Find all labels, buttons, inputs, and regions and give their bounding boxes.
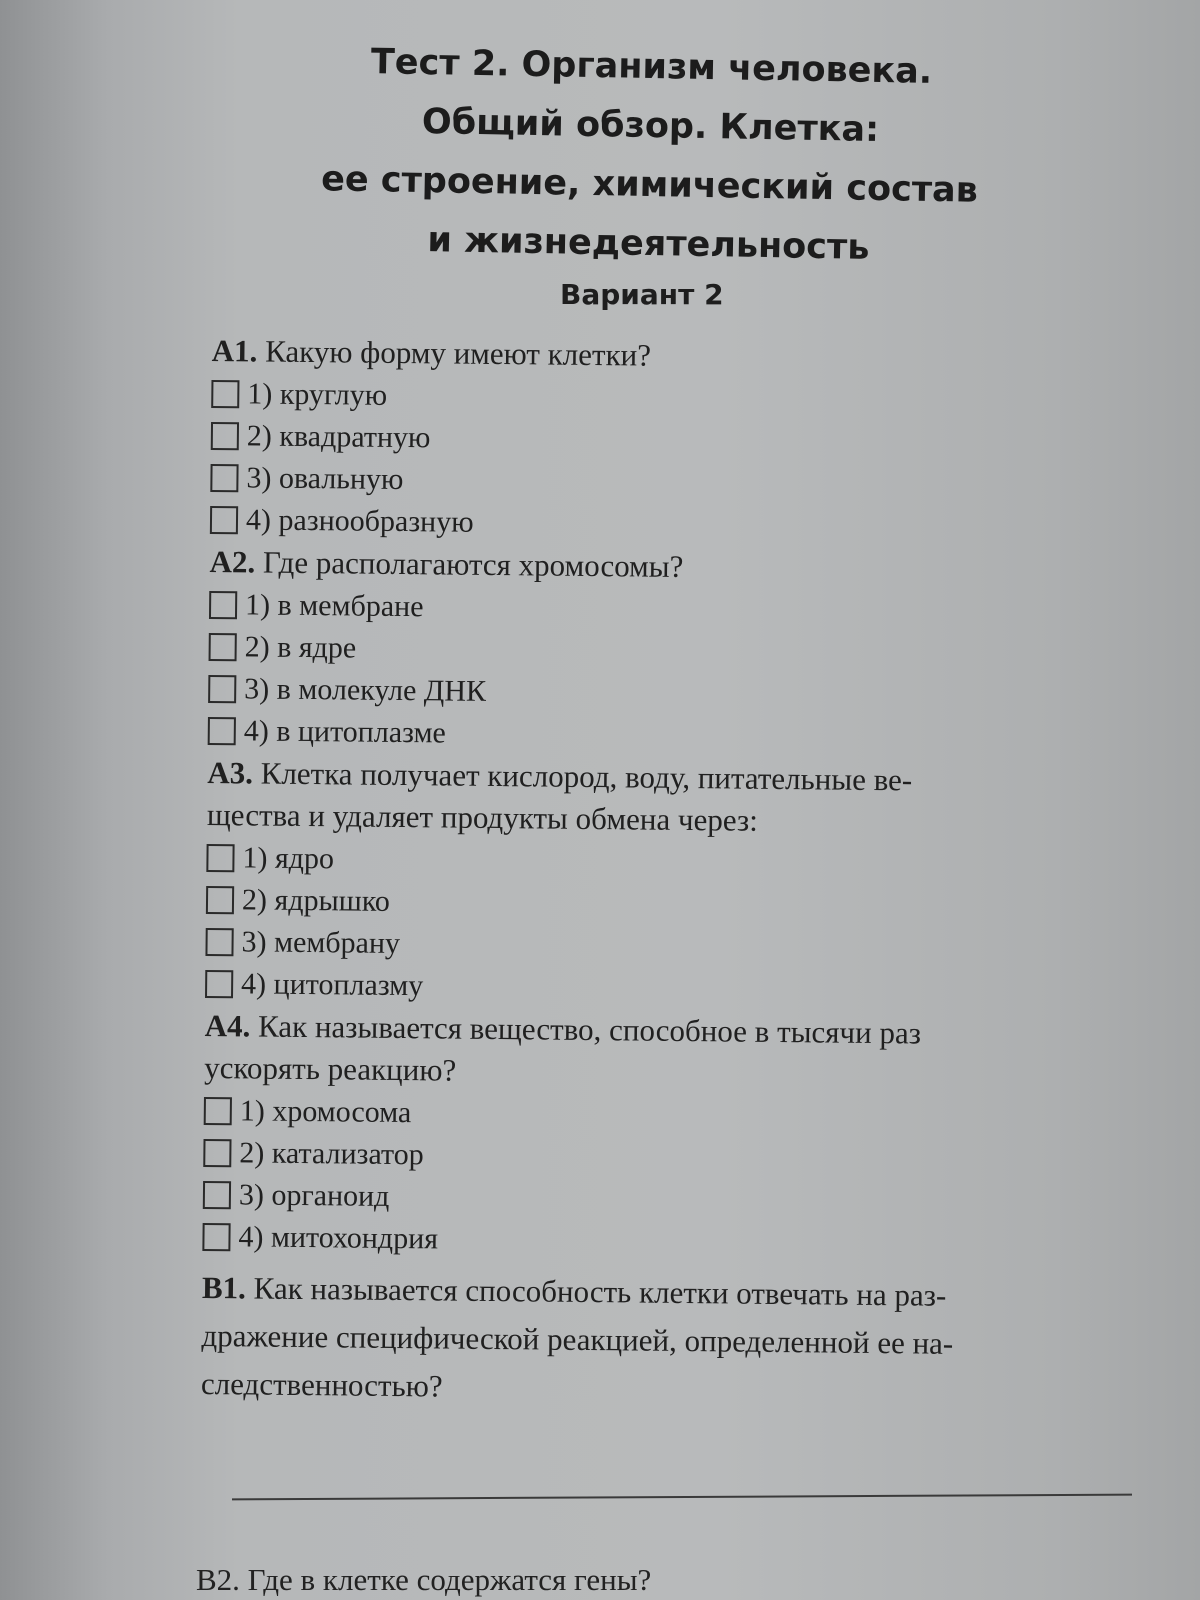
question-line: Где располагаются хромосомы? xyxy=(262,544,684,584)
title-line: Тест 2. Организм человека. xyxy=(370,42,933,92)
checkbox[interactable] xyxy=(209,591,237,619)
question-text xyxy=(201,1264,1102,1417)
option-label: 1) ядро xyxy=(242,841,335,876)
option-label: 4) в цитоплазме xyxy=(243,714,447,750)
checkbox[interactable] xyxy=(206,844,234,872)
question-text xyxy=(204,1005,1105,1098)
title-line: и жизнедеятельность xyxy=(427,220,870,268)
checkbox[interactable] xyxy=(205,928,233,956)
option-label: 1) круглую xyxy=(247,377,388,412)
option-label: 4) цитоплазму xyxy=(240,967,424,1003)
question-number: А1. xyxy=(211,332,258,369)
questions-block xyxy=(201,330,1112,1418)
question-line: щества и удаляет продукты обмена через: xyxy=(206,796,759,838)
checkbox[interactable] xyxy=(211,422,239,450)
question-line: Клетка получает кислород, воду, питательные ве- xyxy=(260,755,913,798)
checkbox[interactable] xyxy=(202,1223,230,1251)
option-label: 1) в мембране xyxy=(244,588,424,624)
question-a1 xyxy=(210,330,1112,550)
checkbox[interactable] xyxy=(203,1139,231,1167)
question-number: А4. xyxy=(204,1007,251,1044)
option-label: 2) квадратную xyxy=(246,419,431,455)
checkbox[interactable] xyxy=(205,970,233,998)
question-a2 xyxy=(208,541,1110,761)
question-b2-partial: В2. Где в клетке содержатся гены? xyxy=(196,1562,652,1597)
answer-input-line[interactable] xyxy=(232,1494,1132,1501)
test-title xyxy=(268,31,1032,280)
option-label: 4) митохондрия xyxy=(238,1220,439,1256)
answer-option[interactable] xyxy=(202,1216,1102,1267)
option-label: 3) в молекуле ДНК xyxy=(244,672,487,708)
question-number: В1. xyxy=(201,1269,247,1306)
question-line: Как называется способность клетки отвечать на раз- xyxy=(253,1270,947,1313)
checkbox[interactable] xyxy=(211,380,239,408)
option-label: 4) разнообразную xyxy=(245,503,474,539)
title-line: ее строение, химический состав xyxy=(320,159,979,211)
question-line: дражение специфической реакцией, определенной ее на- xyxy=(201,1317,954,1361)
option-label: 1) хромосома xyxy=(239,1094,412,1130)
variant-heading: Вариант 2 xyxy=(560,278,724,311)
checkbox[interactable] xyxy=(203,1181,231,1209)
question-number: А3. xyxy=(207,754,254,791)
checkbox[interactable] xyxy=(208,675,236,703)
checkbox[interactable] xyxy=(210,464,238,492)
question-a4 xyxy=(202,1005,1105,1267)
option-label: 2) ядрышко xyxy=(241,883,391,918)
question-line: Какую форму имеют клетки? xyxy=(264,333,652,373)
option-label: 2) в ядре xyxy=(244,630,357,665)
checkbox[interactable] xyxy=(210,506,238,534)
checkbox[interactable] xyxy=(206,886,234,914)
title-line: Общий обзор. Клетка: xyxy=(421,102,880,150)
checkbox[interactable] xyxy=(204,1097,232,1125)
question-a3 xyxy=(205,752,1108,1014)
option-label: 2) катализатор xyxy=(239,1136,424,1172)
question-text xyxy=(207,752,1108,845)
checkbox[interactable] xyxy=(208,717,236,745)
question-b1 xyxy=(201,1264,1102,1417)
checkbox[interactable] xyxy=(209,633,237,661)
question-number: А2. xyxy=(209,543,256,580)
option-label: 3) мембрану xyxy=(241,925,401,961)
question-line: ускорять реакцию? xyxy=(204,1049,457,1088)
question-line: следственностью? xyxy=(200,1365,443,1404)
option-label: 3) овальную xyxy=(246,461,404,497)
question-line: Как называется вещество, способное в тысячи раз xyxy=(257,1008,922,1051)
option-label: 3) органоид xyxy=(238,1178,390,1213)
